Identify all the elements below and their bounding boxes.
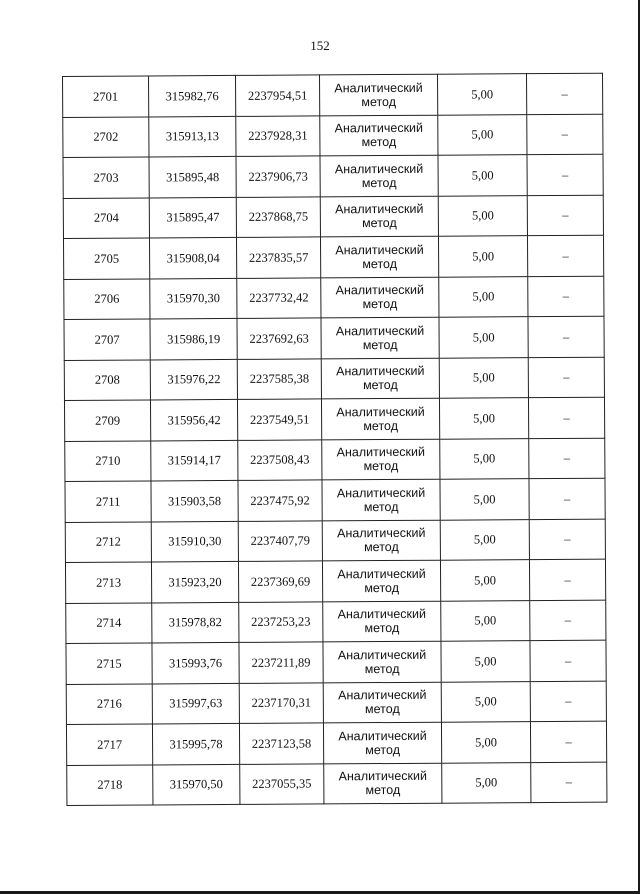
table-row bbox=[64, 316, 604, 360]
accuracy-cell: 5,00 bbox=[441, 600, 530, 641]
note-cell: – bbox=[530, 640, 606, 681]
method-cell: Аналитический метод bbox=[323, 722, 441, 763]
note-cell: – bbox=[528, 276, 604, 317]
table-row bbox=[63, 154, 603, 198]
table-row bbox=[66, 640, 606, 684]
x-coordinate-cell: 315982,76 bbox=[149, 75, 236, 116]
note-cell: – bbox=[526, 73, 602, 114]
accuracy-cell: 5,00 bbox=[440, 560, 529, 601]
x-coordinate-cell: 315970,50 bbox=[153, 764, 240, 805]
accuracy-cell: 5,00 bbox=[440, 438, 529, 479]
y-coordinate-cell: 2237475,92 bbox=[238, 480, 322, 521]
accuracy-cell: 5,00 bbox=[441, 722, 530, 763]
x-coordinate-cell: 315995,78 bbox=[152, 723, 239, 764]
table-row bbox=[66, 681, 606, 725]
point-number-cell: 2716 bbox=[66, 683, 152, 724]
accuracy-cell: 5,00 bbox=[440, 519, 529, 560]
accuracy-cell: 5,00 bbox=[442, 762, 531, 803]
method-cell: Аналитический метод bbox=[322, 560, 440, 601]
table-row bbox=[67, 762, 607, 806]
accuracy-cell: 5,00 bbox=[439, 398, 528, 439]
y-coordinate-cell: 2237253,23 bbox=[239, 601, 323, 642]
x-coordinate-cell: 315976,22 bbox=[150, 359, 237, 400]
x-coordinate-cell: 315895,48 bbox=[149, 156, 236, 197]
note-cell: – bbox=[529, 438, 605, 479]
point-number-cell: 2715 bbox=[66, 643, 152, 684]
x-coordinate-cell: 315908,04 bbox=[149, 237, 236, 278]
x-coordinate-cell: 315914,17 bbox=[151, 440, 238, 481]
y-coordinate-cell: 2237692,63 bbox=[237, 318, 321, 359]
y-coordinate-cell: 2237170,31 bbox=[239, 682, 323, 723]
note-cell: – bbox=[527, 195, 603, 236]
accuracy-cell: 5,00 bbox=[439, 357, 528, 398]
point-number-cell: 2703 bbox=[63, 157, 149, 198]
accuracy-cell: 5,00 bbox=[438, 236, 527, 277]
method-cell: Аналитический метод bbox=[320, 196, 438, 237]
y-coordinate-cell: 2237508,43 bbox=[238, 439, 322, 480]
y-coordinate-cell: 2237732,42 bbox=[237, 277, 321, 318]
y-coordinate-cell: 2237211,89 bbox=[239, 642, 323, 683]
x-coordinate-cell: 315993,76 bbox=[152, 642, 239, 683]
method-cell: Аналитический метод bbox=[324, 763, 442, 804]
point-number-cell: 2701 bbox=[63, 76, 149, 117]
note-cell: – bbox=[527, 154, 603, 195]
point-number-cell: 2717 bbox=[66, 724, 152, 765]
y-coordinate-cell: 2237055,35 bbox=[240, 763, 324, 804]
note-cell: – bbox=[530, 600, 606, 641]
table-row bbox=[63, 114, 603, 158]
table-row bbox=[66, 600, 606, 644]
method-cell: Аналитический метод bbox=[320, 155, 438, 196]
accuracy-cell: 5,00 bbox=[437, 74, 526, 115]
coordinates-table bbox=[62, 73, 607, 806]
x-coordinate-cell: 315910,30 bbox=[151, 521, 238, 562]
method-cell: Аналитический метод bbox=[323, 641, 441, 682]
method-cell: Аналитический метод bbox=[322, 439, 440, 480]
note-cell: – bbox=[527, 235, 603, 276]
accuracy-cell: 5,00 bbox=[438, 114, 527, 155]
y-coordinate-cell: 2237954,51 bbox=[235, 75, 319, 116]
table-row bbox=[65, 559, 605, 603]
note-cell: – bbox=[529, 559, 605, 600]
point-number-cell: 2706 bbox=[64, 278, 150, 319]
point-number-cell: 2713 bbox=[65, 562, 151, 603]
x-coordinate-cell: 315986,19 bbox=[150, 318, 237, 359]
note-cell: – bbox=[528, 316, 604, 357]
point-number-cell: 2711 bbox=[65, 481, 151, 522]
table-body bbox=[63, 73, 607, 805]
table-row bbox=[64, 357, 604, 401]
point-number-cell: 2702 bbox=[63, 116, 149, 157]
method-cell: Аналитический метод bbox=[321, 317, 439, 358]
x-coordinate-cell: 315895,47 bbox=[149, 197, 236, 238]
table-row bbox=[65, 478, 605, 522]
x-coordinate-cell: 315978,82 bbox=[152, 602, 239, 643]
method-cell: Аналитический метод bbox=[322, 479, 440, 520]
accuracy-cell: 5,00 bbox=[439, 317, 528, 358]
point-number-cell: 2708 bbox=[64, 359, 150, 400]
note-cell: – bbox=[530, 721, 606, 762]
point-number-cell: 2712 bbox=[65, 521, 151, 562]
note-cell: – bbox=[529, 478, 605, 519]
x-coordinate-cell: 315913,13 bbox=[149, 116, 236, 157]
accuracy-cell: 5,00 bbox=[438, 195, 527, 236]
y-coordinate-cell: 2237928,31 bbox=[236, 115, 320, 156]
point-number-cell: 2718 bbox=[67, 764, 153, 805]
table-row bbox=[63, 195, 603, 239]
y-coordinate-cell: 2237906,73 bbox=[236, 156, 320, 197]
table-row bbox=[63, 73, 603, 117]
y-coordinate-cell: 2237549,51 bbox=[237, 399, 321, 440]
accuracy-cell: 5,00 bbox=[438, 155, 527, 196]
y-coordinate-cell: 2237407,79 bbox=[238, 520, 322, 561]
y-coordinate-cell: 2237585,38 bbox=[237, 358, 321, 399]
point-number-cell: 2709 bbox=[64, 400, 150, 441]
point-number-cell: 2704 bbox=[63, 197, 149, 238]
table-row bbox=[65, 438, 605, 482]
x-coordinate-cell: 315923,20 bbox=[151, 561, 238, 602]
note-cell: – bbox=[528, 357, 604, 398]
accuracy-cell: 5,00 bbox=[441, 681, 530, 722]
table-row bbox=[65, 519, 605, 563]
y-coordinate-cell: 2237369,69 bbox=[238, 561, 322, 602]
method-cell: Аналитический метод bbox=[320, 115, 438, 156]
page-number: 152 bbox=[310, 38, 330, 53]
method-cell: Аналитический метод bbox=[323, 601, 441, 642]
x-coordinate-cell: 315956,42 bbox=[150, 399, 237, 440]
method-cell: Аналитический метод bbox=[321, 277, 439, 318]
note-cell: – bbox=[528, 397, 604, 438]
method-cell: Аналитический метод bbox=[320, 236, 438, 277]
accuracy-cell: 5,00 bbox=[439, 276, 528, 317]
table-row bbox=[66, 721, 606, 765]
table-row bbox=[64, 397, 604, 441]
note-cell: – bbox=[529, 519, 605, 560]
y-coordinate-cell: 2237123,58 bbox=[239, 723, 323, 764]
point-number-cell: 2707 bbox=[64, 319, 150, 360]
point-number-cell: 2714 bbox=[66, 602, 152, 643]
x-coordinate-cell: 315970,30 bbox=[150, 278, 237, 319]
accuracy-cell: 5,00 bbox=[441, 641, 530, 682]
note-cell: – bbox=[530, 681, 606, 722]
table-row bbox=[63, 235, 603, 279]
y-coordinate-cell: 2237835,57 bbox=[236, 237, 320, 278]
method-cell: Аналитический метод bbox=[323, 682, 441, 723]
method-cell: Аналитический метод bbox=[321, 398, 439, 439]
table-row bbox=[64, 276, 604, 320]
note-cell: – bbox=[527, 114, 603, 155]
accuracy-cell: 5,00 bbox=[440, 479, 529, 520]
y-coordinate-cell: 2237868,75 bbox=[236, 196, 320, 237]
method-cell: Аналитический метод bbox=[321, 358, 439, 399]
method-cell: Аналитический метод bbox=[319, 74, 437, 115]
point-number-cell: 2705 bbox=[63, 238, 149, 279]
point-number-cell: 2710 bbox=[65, 440, 151, 481]
note-cell: – bbox=[531, 762, 607, 803]
x-coordinate-cell: 315903,58 bbox=[151, 480, 238, 521]
x-coordinate-cell: 315997,63 bbox=[152, 683, 239, 724]
method-cell: Аналитический метод bbox=[322, 520, 440, 561]
